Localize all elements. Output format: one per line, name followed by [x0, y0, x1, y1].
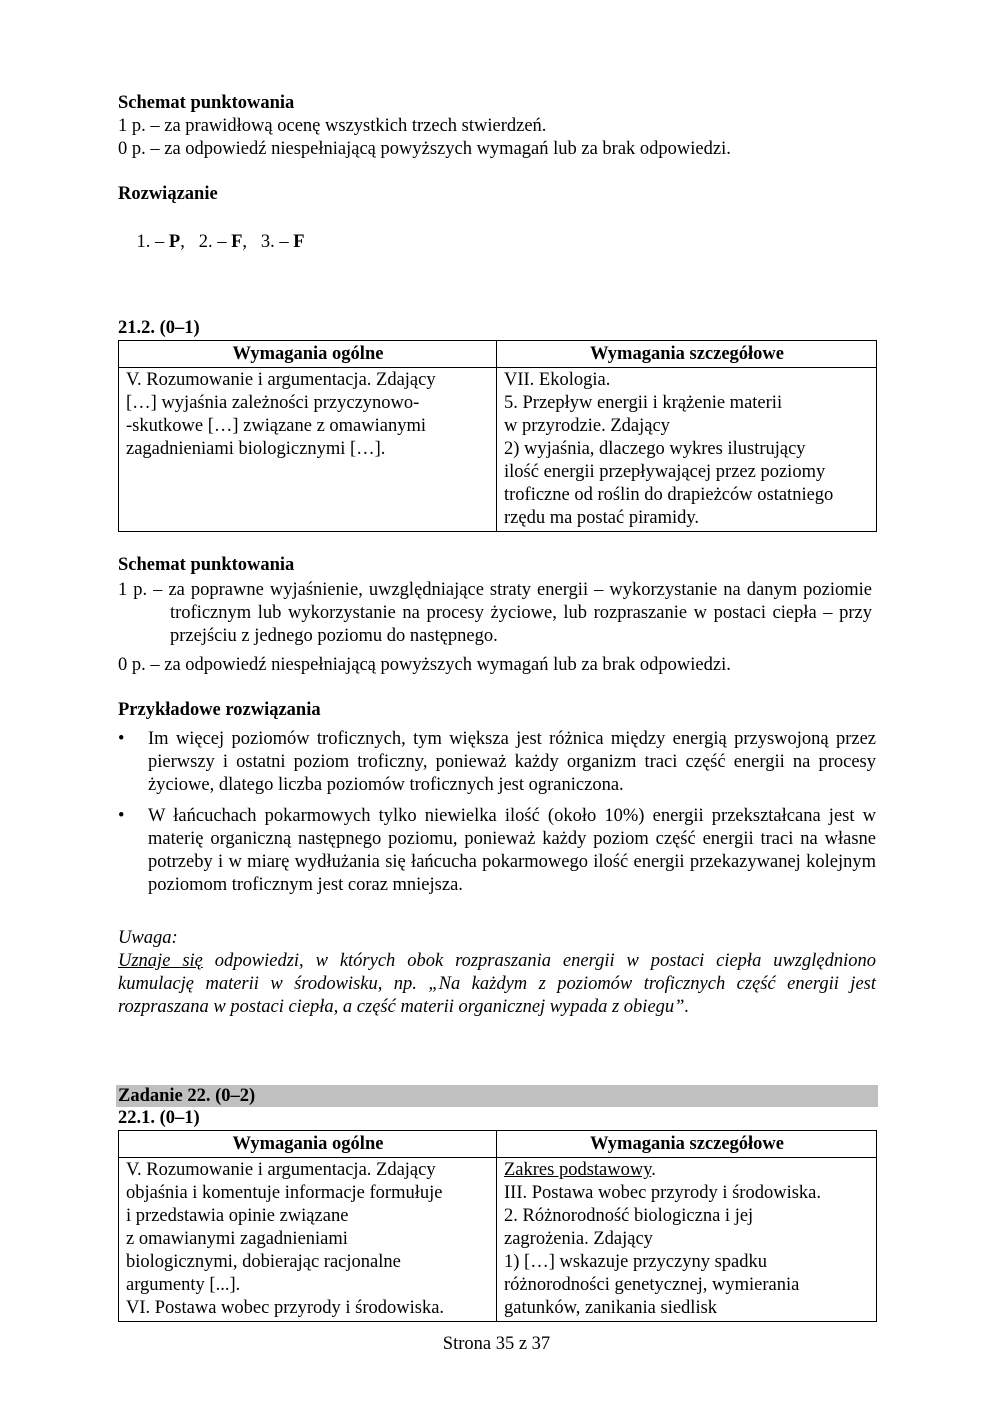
- general-line: V. Rozumowanie i argumentacja. Zdający: [126, 1160, 436, 1180]
- specific-line: 5. Przepływ energii i krążenie materii: [504, 393, 783, 413]
- general-line: i przedstawia opinie związane: [126, 1206, 349, 1226]
- scope-tail: .: [651, 1160, 656, 1180]
- example-text: W łańcuchach pokarmowych tylko niewielka ilość (około 10%) energii przekształcana jest w materię organiczną następnego poziomu, ponieważ każdy poziom część energii traci na własne potrzeby i w miarę wydłużania się łańcucha pokarmowego ilość energii przekazywanej kolejnym poziomom troficznym jest coraz mniejsza.: [148, 806, 876, 895]
- note-text: [118, 950, 876, 1019]
- solution-heading: Rozwiązanie: [118, 184, 218, 204]
- requirements-table-22-1: [118, 1130, 877, 1322]
- scoring-heading-21-2: Schemat punktowania: [118, 555, 295, 575]
- specific-line: gatunków, zanikania siedlisk: [504, 1298, 718, 1318]
- scope-underlined: Zakres podstawowy: [504, 1160, 652, 1180]
- general-line: z omawianymi zagadnieniami: [126, 1229, 348, 1249]
- general-requirements-cell: [119, 1158, 497, 1322]
- scoring-1p-21-2: 1 p. – za poprawne wyjaśnienie, uwzględniające straty energii – wykorzystanie na danym poziomie troficznym lub wykorzystanie na procesy życiowe, lub rozpraszanie w postaci ciepła – przy przejściu z jednego poziomu do następnego.: [118, 580, 872, 646]
- general-line: […] wyjaśnia zależności przyczynowo-: [126, 393, 420, 413]
- list-item: [118, 728, 876, 797]
- specific-line: III. Postawa wobec przyrody i środowiska.: [504, 1183, 821, 1203]
- specific-requirements-cell: [497, 368, 877, 532]
- solution-3-num: 3. –: [260, 232, 294, 252]
- solution-2-value: F: [231, 232, 243, 252]
- general-line: argumenty [...].: [126, 1275, 241, 1295]
- task-22-bar: Zadanie 22. (0–2): [116, 1085, 878, 1107]
- task-21-2-title: 21.2. (0–1): [118, 318, 200, 338]
- col-specific-header: Wymagania szczegółowe: [497, 341, 877, 368]
- specific-scope-line: [504, 1159, 870, 1182]
- general-line: biologicznymi, dobierając racjonalne: [126, 1252, 401, 1272]
- solution-1-value: P: [168, 232, 181, 252]
- col-general-header: Wymagania ogólne: [119, 1131, 497, 1158]
- specific-line: VII. Ekologia.: [504, 370, 611, 390]
- specific-line: w przyrodzie. Zdający: [504, 416, 670, 436]
- scoring-0p: 0 p. – za odpowiedź niespełniającą powyższych wymagań lub za brak odpowiedzi.: [118, 139, 731, 159]
- examples-list: [118, 728, 876, 897]
- specific-line: ilość energii przepływającej przez poziomy: [504, 462, 826, 482]
- general-line: objaśnia i komentuje informacje formułuje: [126, 1183, 443, 1203]
- specific-line: rzędu ma postać piramidy.: [504, 508, 700, 528]
- general-line: -skutkowe […] związane z omawianymi: [126, 416, 427, 436]
- note-title: Uwaga:: [118, 928, 178, 948]
- requirements-table-21-2: [118, 340, 877, 532]
- solution-line: [118, 208, 876, 277]
- page-content: [118, 92, 876, 1322]
- general-line: V. Rozumowanie i argumentacja. Zdający: [126, 370, 436, 390]
- specific-line: różnorodności genetycznej, wymierania: [504, 1275, 800, 1295]
- solution-2-num: 2. –: [198, 232, 232, 252]
- scoring-heading: Schemat punktowania: [118, 93, 295, 113]
- example-text: Im więcej poziomów troficznych, tym większa jest różnica między energią przyswojoną przez pierwszy i ostatni poziom troficzny, ponieważ każdy organizm traci część energii na procesy życiowe, dlatego liczba poziomów troficznych jest ograniczona.: [148, 729, 876, 795]
- col-general-header: Wymagania ogólne: [119, 341, 497, 368]
- list-item: [118, 805, 876, 897]
- solution-sep: ,: [180, 232, 199, 252]
- specific-line: 2. Różnorodność biologiczna i jej: [504, 1206, 754, 1226]
- task-22-1-title: 22.1. (0–1): [118, 1108, 200, 1128]
- solution-3-value: F: [293, 232, 305, 252]
- examples-heading: Przykładowe rozwiązania: [118, 700, 321, 720]
- specific-line: zagrożenia. Zdający: [504, 1229, 653, 1249]
- solution-sep: ,: [242, 232, 261, 252]
- bullet-icon: •: [118, 729, 125, 749]
- note-underlined: Uznaje się: [118, 951, 203, 971]
- scoring-0p-21-2: 0 p. – za odpowiedź niespełniającą powyższych wymagań lub za brak odpowiedzi.: [118, 655, 731, 675]
- specific-requirements-cell: [497, 1158, 877, 1322]
- specific-line: troficzne od roślin do drapieżców ostatniego: [504, 485, 834, 505]
- scoring-1p: 1 p. – za prawidłową ocenę wszystkich trzech stwierdzeń.: [118, 116, 547, 136]
- solution-1-num: 1. –: [136, 232, 169, 252]
- col-specific-header: Wymagania szczegółowe: [497, 1131, 877, 1158]
- page-number: Strona 35 z 37: [442, 1334, 551, 1354]
- specific-line: 1) […] wskazuje przyczyny spadku: [504, 1252, 768, 1272]
- bullet-icon: •: [118, 806, 125, 826]
- general-line: VI. Postawa wobec przyrody i środowiska.: [126, 1298, 445, 1318]
- general-line: zagadnieniami biologicznymi […].: [126, 439, 386, 459]
- specific-line: 2) wyjaśnia, dlaczego wykres ilustrujący: [504, 439, 806, 459]
- general-requirements-cell: [119, 368, 497, 532]
- note-body: odpowiedzi, w których obok rozpraszania energii w postaci ciepła uwzględniono kumulację materii w środowisku, np. „Na każdym z poziomów troficznych część energii jest rozpraszana w postaci ciepła, a część materii organicznej wypada z obiegu”.: [118, 951, 877, 1017]
